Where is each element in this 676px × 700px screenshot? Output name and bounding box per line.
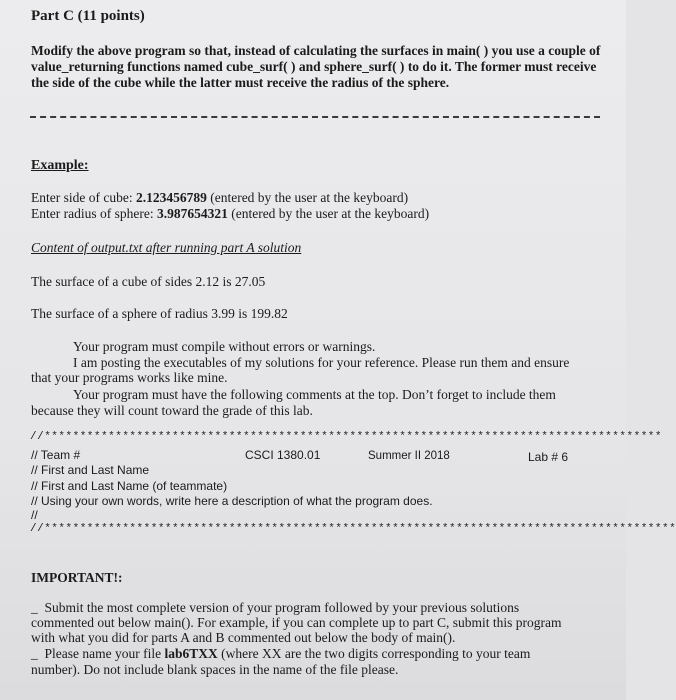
cube-note: (entered by the user at the keyboard) [206, 190, 409, 205]
comment-name-2: // First and Last Name (of teammate) [31, 479, 228, 493]
comment-name-1: // First and Last Name [31, 463, 150, 477]
fn-cube-surf: cube_surf( ) [226, 59, 296, 74]
comment-stars-bottom: //***************************************************************************************** [30, 523, 676, 535]
important-bullet-1 [31, 600, 519, 615]
cube-label: Enter side of cube: [31, 190, 136, 205]
comment-team: // Team # [31, 448, 81, 462]
bullet-dash-2: _ [31, 646, 45, 661]
important-bullet-2 [31, 646, 530, 661]
output-line-cube: The surface of a cube of sides 2.12 is 27.05 [31, 274, 266, 289]
intro-line-1: Modify the above program so that, instead of calculating the surfaces in main( ) you use a couple of [31, 43, 601, 58]
instruction-works-like-mine: that your programs works like mine. [31, 370, 228, 385]
important-p1-line3: with what you did for parts A and B commented out below the body of main(). [31, 630, 456, 645]
intro-line-3: the side of the cube while the latter must receive the radius of the sphere. [31, 75, 450, 90]
important-filename: lab6TXX [164, 646, 218, 661]
instruction-grade: because they will count toward the grade of this lab. [31, 403, 313, 418]
intro-line-2-mid: and [295, 59, 325, 74]
comment-term: Summer II 2018 [368, 450, 450, 462]
radius-input-line [31, 206, 429, 221]
important-p2-post: (where XX are the two digits corresponding to your team [217, 646, 531, 661]
cube-value: 2.123456789 [135, 190, 207, 205]
intro-line-2 [31, 59, 596, 74]
bullet-dash-1: _ [31, 600, 45, 615]
comment-blank: // [31, 508, 38, 522]
radius-value: 3.987654321 [156, 206, 228, 221]
instruction-comments: Your program must have the following comments at the top. Don’t forget to include them [73, 387, 556, 402]
important-p2-line2: number). Do not include blank spaces in the name of the file please. [31, 662, 399, 677]
example-heading: Example: [31, 158, 89, 173]
important-p1-line1: Submit the most complete version of your program followed by your previous solutions [44, 600, 520, 615]
instruction-executables: I am posting the executables of my solutions for your reference. Please run them and ensure [73, 355, 570, 370]
output-line-sphere: The surface of a sphere of radius 3.99 is 199.82 [31, 306, 288, 321]
intro-line-2-pre: value_returning functions named [31, 59, 227, 74]
important-heading: IMPORTANT!: [31, 570, 123, 585]
important-p1-line2: commented out below main(). For example, if you can complete up to part C, submit this program [31, 615, 562, 630]
comment-course: CSCI 1380.01 [245, 448, 321, 462]
comment-stars-top: //*************************************************************************************** [30, 431, 662, 443]
fn-sphere-surf: sphere_surf( ) [324, 59, 405, 74]
radius-label: Enter radius of sphere: [31, 206, 157, 221]
cube-input-line [31, 190, 408, 205]
output-heading: Content of output.txt after running part A solution [31, 240, 302, 255]
important-p2-pre: Please name your file [44, 646, 165, 661]
part-title: Part C (11 points) [31, 8, 145, 24]
comment-description: // Using your own words, write here a description of what the program does. [31, 494, 433, 508]
radius-note: (entered by the user at the keyboard) [227, 206, 430, 221]
instruction-compile: Your program must compile without errors or warnings. [73, 339, 376, 354]
dashed-separator [30, 116, 600, 118]
comment-lab: Lab # 6 [528, 450, 569, 464]
intro-line-2-post: to do it. The former must receive [404, 59, 597, 74]
